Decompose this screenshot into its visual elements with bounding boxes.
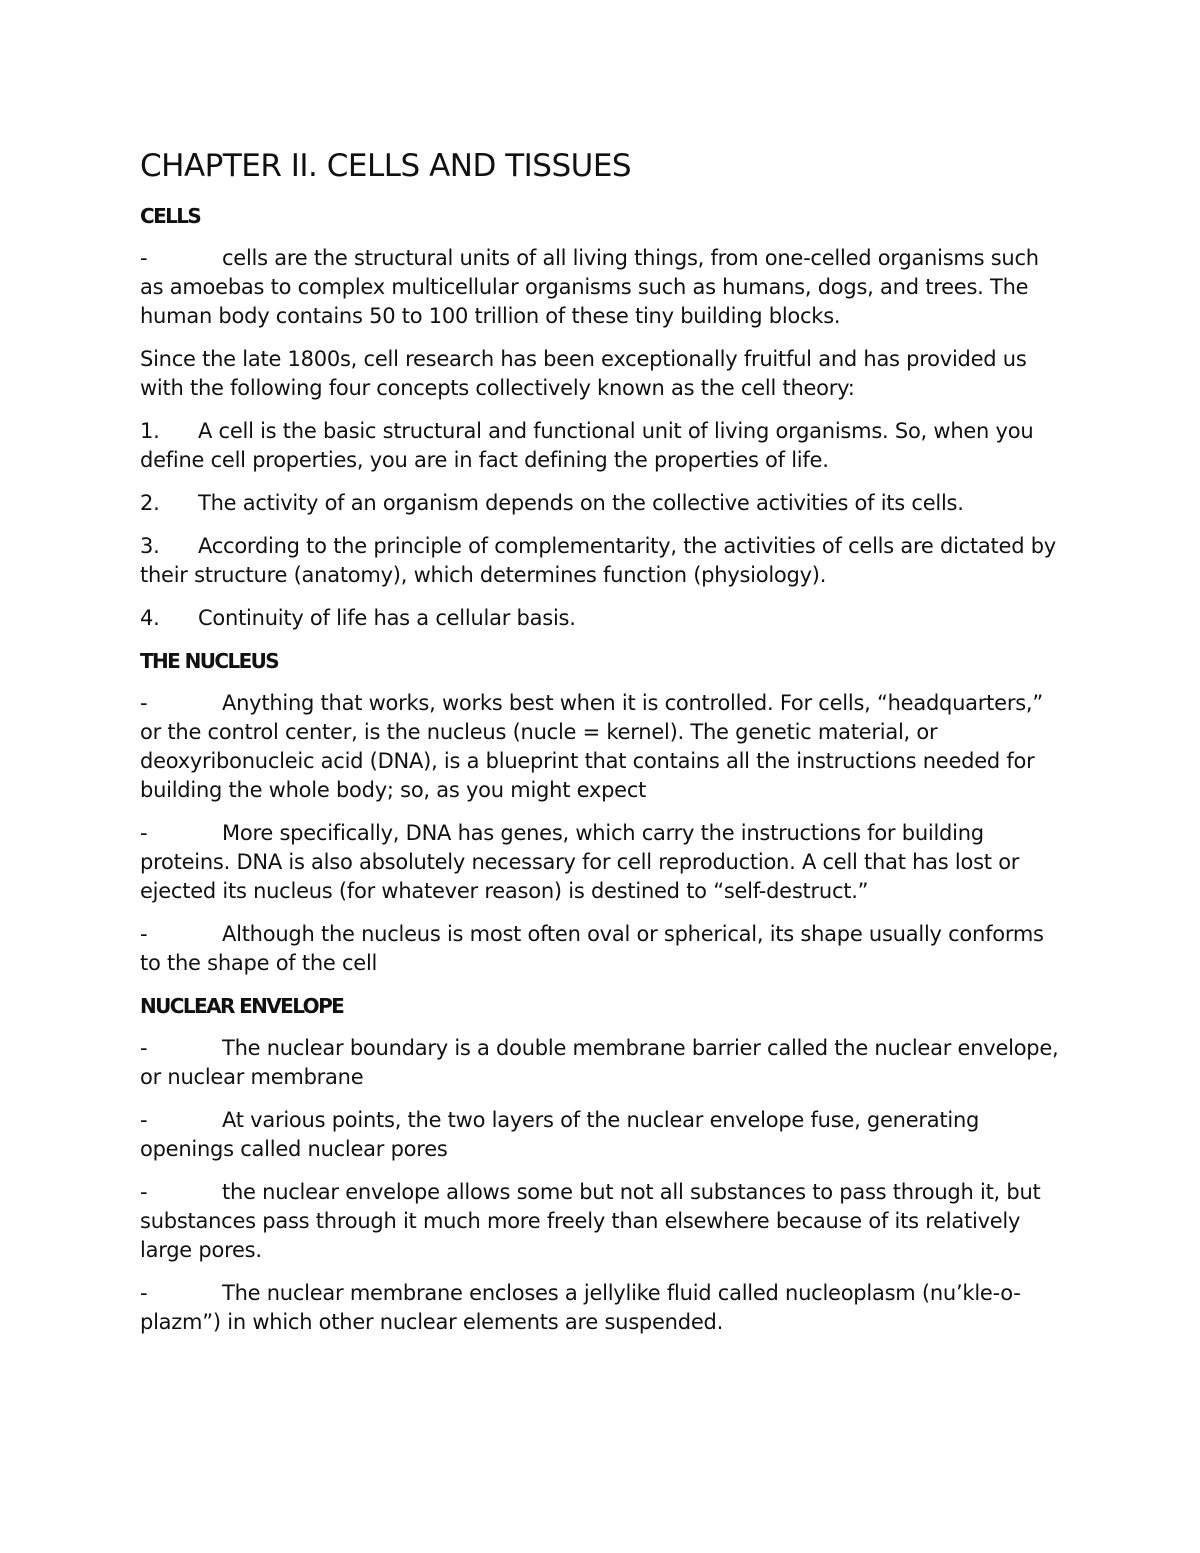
list-marker: 2. bbox=[140, 491, 160, 515]
paragraph bbox=[140, 345, 1060, 403]
section-cells bbox=[140, 202, 1060, 633]
section-nuclear-envelope bbox=[140, 992, 1060, 1337]
chapter-title: CHAPTER II. CELLS AND TISSUES bbox=[140, 148, 632, 184]
list-marker: - bbox=[140, 246, 148, 270]
list-marker: - bbox=[140, 1108, 148, 1132]
bullet-paragraph bbox=[140, 920, 1060, 978]
bullet-paragraph bbox=[140, 1106, 1060, 1164]
bullet-paragraph bbox=[140, 244, 1060, 331]
list-marker: - bbox=[140, 922, 148, 946]
paragraph-text: A cell is the basic structural and functional unit of living organisms. So, when you define cell properties, you are in fact defining the properties of life. bbox=[140, 419, 1034, 472]
paragraph-text: The activity of an organism depends on the collective activities of its cells. bbox=[198, 491, 964, 515]
bullet-paragraph bbox=[140, 819, 1060, 906]
numbered-item bbox=[140, 532, 1060, 590]
numbered-item bbox=[140, 417, 1060, 475]
list-marker: - bbox=[140, 1281, 148, 1305]
paragraph-text: The nuclear membrane encloses a jellylike fluid called nucleoplasm (nu’kle-o-plazm”) in which other nuclear elements are suspended. bbox=[140, 1281, 1021, 1334]
paragraph-text: According to the principle of complementarity, the activities of cells are dictated by their structure (anatomy), which determines function (physiology). bbox=[140, 534, 1056, 587]
section-heading: NUCLEAR ENVELOPE bbox=[140, 994, 344, 1018]
paragraph-text: At various points, the two layers of the nuclear envelope fuse, generating openings called nuclear pores bbox=[140, 1108, 980, 1161]
paragraph-text: Anything that works, works best when it is controlled. For cells, “headquarters,” or the control center, is the nucleus (nucle = kernel). The genetic material, or deoxyribonucleic acid (DNA), is a blueprint that contains all the instructions needed for building the whole body; so, as you might expect bbox=[140, 691, 1043, 802]
paragraph-text: cells are the structural units of all living things, from one-celled organisms such as amoebas to complex multicellular organisms such as humans, dogs, and trees. The human body contains 50 to 100 trillion of these tiny building blocks. bbox=[140, 246, 1039, 328]
bullet-paragraph bbox=[140, 1178, 1060, 1265]
numbered-item bbox=[140, 604, 1060, 633]
paragraph-text: the nuclear envelope allows some but not all substances to pass through it, but substances pass through it much more freely than elsewhere because of its relatively large pores. bbox=[140, 1180, 1041, 1262]
list-marker: - bbox=[140, 1036, 148, 1060]
list-marker: - bbox=[140, 821, 148, 845]
paragraph-text: More specifically, DNA has genes, which carry the instructions for building proteins. DNA is also absolutely necessary for cell reproduction. A cell that has lost or ejected its nucleus (for whatever reason) is destined to “self-destruct.” bbox=[140, 821, 1020, 903]
list-marker: - bbox=[140, 691, 148, 715]
bullet-paragraph bbox=[140, 1034, 1060, 1092]
paragraph-text: The nuclear boundary is a double membrane barrier called the nuclear envelope, or nuclear membrane bbox=[140, 1036, 1059, 1089]
paragraph-text: Although the nucleus is most often oval or spherical, its shape usually conforms to the shape of the cell bbox=[140, 922, 1044, 975]
section-nucleus bbox=[140, 647, 1060, 978]
paragraph-text: Continuity of life has a cellular basis. bbox=[198, 606, 576, 630]
list-marker: 1. bbox=[140, 419, 160, 443]
section-heading: CELLS bbox=[140, 204, 201, 228]
bullet-paragraph bbox=[140, 689, 1060, 805]
paragraph-text: Since the late 1800s, cell research has been exceptionally fruitful and has provided us with the following four concepts collectively known as the cell theory: bbox=[140, 347, 1027, 400]
document-page bbox=[140, 146, 1060, 1351]
list-marker: 4. bbox=[140, 606, 160, 630]
list-marker: - bbox=[140, 1180, 148, 1204]
section-heading: THE NUCLEUS bbox=[140, 649, 279, 673]
bullet-paragraph bbox=[140, 1279, 1060, 1337]
numbered-item bbox=[140, 489, 1060, 518]
list-marker: 3. bbox=[140, 534, 160, 558]
